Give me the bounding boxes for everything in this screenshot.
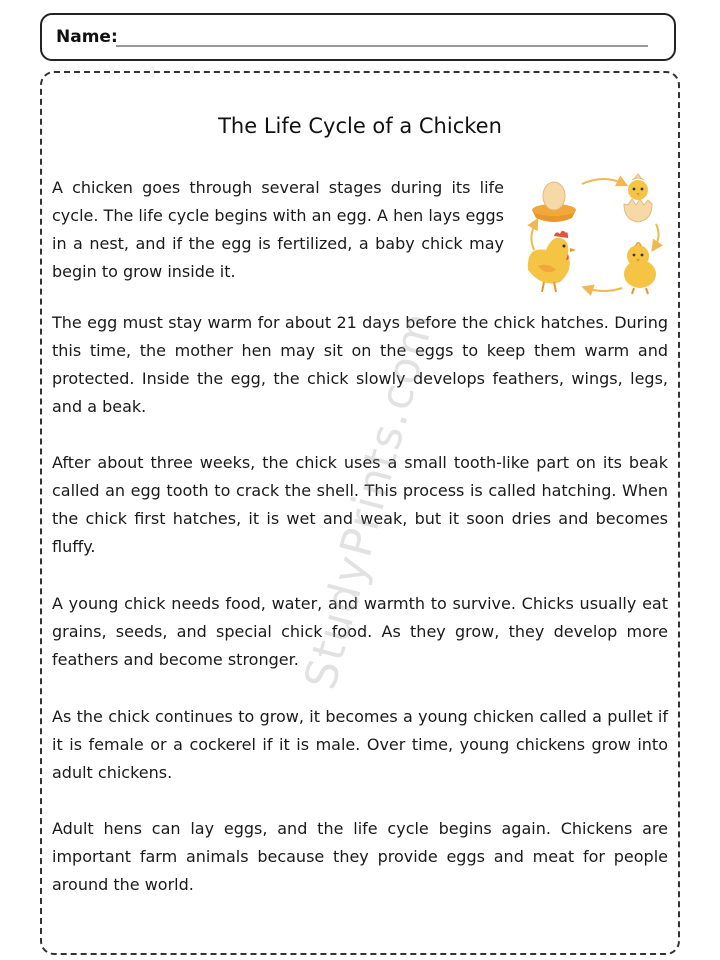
name-write-line[interactable] bbox=[116, 45, 648, 47]
hen-icon bbox=[528, 231, 576, 292]
watermark: StudyPrints.com bbox=[295, 305, 445, 695]
paragraph-1: A chicken goes through several stages during its life cycle. The life cycle begins with an egg. A hen lays eggs in a nest, and if the egg is fertilized, a baby chick may begin to grow inside it. bbox=[52, 178, 504, 281]
egg-in-nest-icon bbox=[532, 182, 576, 222]
paragraph-6: Adult hens can lay eggs, and the life cycle begins again. Chickens are important farm animals because they provide eggs and meat for people around the world. bbox=[52, 819, 668, 894]
chick-icon bbox=[624, 243, 656, 294]
paragraph-2: The egg must stay warm for about 21 days before the chick hatches. During this time, the mother hen may sit on the eggs to keep them warm and protected. Inside the egg, the chick slowly develops feathers, wings, legs, and a beak. bbox=[52, 313, 668, 416]
worksheet-title: The Life Cycle of a Chicken bbox=[218, 114, 502, 138]
hatching-chick-icon bbox=[624, 174, 652, 222]
paragraph-5: As the chick continues to grow, it becomes a young chicken called a pullet if it is female or a cockerel if it is male. Over time, young chickens grow into adult chickens. bbox=[52, 707, 668, 782]
life-cycle-illustration bbox=[524, 170, 666, 296]
name-label: Name: bbox=[56, 27, 118, 47]
paragraph-3: After about three weeks, the chick uses a small tooth-like part on its beak called an egg tooth to crack the shell. This process is called hatching. When the chick first hatches, it is wet and weak, but it soon dries and becomes fluffy. bbox=[52, 453, 668, 556]
name-field-box bbox=[40, 13, 676, 61]
paragraph-4: A young chick needs food, water, and warmth to survive. Chicks usually eat grains, seeds, and special chick food. As they grow, they develop more feathers and become stronger. bbox=[52, 594, 668, 669]
